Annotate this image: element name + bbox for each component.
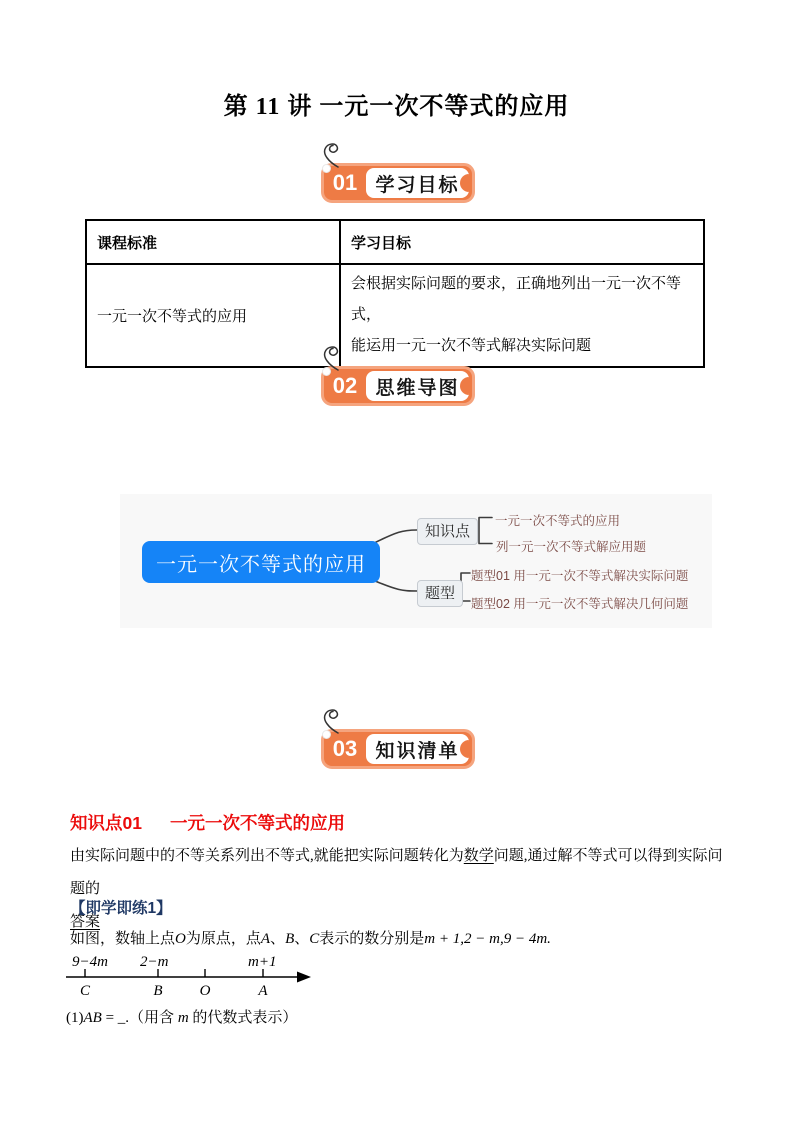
axis-arrowhead-icon [297, 972, 311, 983]
mindmap-root-node: 一元一次不等式的应用 [142, 541, 380, 583]
goal-line-1: 会根据实际问题的要求，正确地列出一元一次不等式， [351, 276, 682, 323]
badge-capsule [321, 366, 475, 406]
section-badge-01 [321, 163, 475, 203]
mindmap-panel [120, 494, 712, 628]
knowledge-paragraph [70, 840, 735, 939]
table-header-row [86, 220, 704, 264]
header-curriculum-standard: 课程标准 [86, 220, 340, 264]
problem-text: 表示的数分别是 [319, 931, 425, 947]
badge-label-box [366, 168, 469, 198]
badge-capsule [321, 163, 475, 203]
problem-text: 、 [270, 931, 286, 947]
math-var-m: m [177, 1010, 189, 1026]
badge-number: 01 [332, 170, 358, 195]
mindmap-branch-knowledge: 知识点 [417, 518, 478, 545]
problem-text: 、 [294, 931, 310, 947]
learning-goals-table [85, 219, 705, 368]
knowledge-point-number: 知识点01 [70, 813, 142, 833]
para-text: 由实际问题中的不等关系列出不等式,就能把实际问题转化为 [70, 848, 464, 864]
math-var-AB: AB [83, 1010, 102, 1026]
knowledge-point-title: 一元一次不等式的应用 [169, 813, 345, 833]
badge-notch [460, 174, 469, 192]
knowledge-point-heading [70, 810, 345, 835]
question-note: （用含 [129, 1010, 178, 1026]
para-text: 问题,通过解不等式可以得到实际问题的 [70, 848, 723, 897]
badge-label-box [366, 371, 469, 401]
mindmap-leaf: 题型02 用一元一次不等式解决几何问题 [471, 597, 689, 611]
badge-notch [460, 377, 469, 395]
math-var-B: B [285, 931, 295, 947]
section-badge-03 [321, 729, 475, 769]
question-number: (1) [66, 1010, 84, 1026]
badge-capsule [321, 729, 475, 769]
mindmap-leaf: 一元一次不等式的应用 [495, 514, 621, 528]
page-title: 第 11 讲 一元一次不等式的应用 [223, 94, 570, 120]
table-row [86, 264, 704, 367]
section-badge-02 [321, 366, 475, 406]
numberline-point-B: B [153, 983, 163, 999]
goal-line-2: 能运用一元一次不等式解决实际问题 [351, 338, 592, 354]
numberline-label-above-A: m+1 [248, 954, 277, 970]
badge-number: 02 [332, 373, 358, 398]
math-expression: m + 1,2 − m,9 − 4m. [424, 931, 551, 947]
numberline-point-C: C [79, 983, 91, 999]
practice-label: 【即学即练1】 [70, 900, 172, 917]
math-var-A: A [260, 931, 271, 947]
number-line-figure [64, 950, 316, 1004]
badge-label: 学习目标 [375, 174, 460, 196]
scribble-pin-icon [317, 706, 345, 734]
cell-goal [340, 264, 704, 367]
question-note: 的代数式表示） [188, 1010, 298, 1026]
para-underlined-term: 数学 [463, 848, 494, 864]
badge-label-box [366, 734, 469, 764]
badge-number: 03 [332, 736, 358, 761]
question-1 [66, 1006, 297, 1027]
math-var-C: C [309, 931, 320, 947]
answer-blank: _ [117, 1010, 126, 1026]
numberline-label-above-C: 9−4m [72, 954, 108, 970]
period: . [125, 1010, 130, 1026]
cell-standard: 一元一次不等式的应用 [86, 264, 340, 367]
para-underlined-term: 答案 [70, 914, 101, 930]
problem-text: 如图，数轴上点 [70, 931, 176, 947]
mindmap-branch-types: 题型 [417, 580, 463, 607]
equals-sign: = [101, 1010, 118, 1026]
numberline-point-O: O [199, 983, 211, 999]
header-learning-goal: 学习目标 [340, 220, 704, 264]
mindmap-leaf: 列一元一次不等式解应用题 [496, 540, 647, 554]
problem-text: 为原点，点 [185, 931, 261, 947]
math-var-O: O [175, 931, 186, 947]
mindmap-leaf: 题型01 用一元一次不等式解决实际问题 [471, 569, 689, 583]
badge-notch [460, 740, 469, 758]
badge-label: 思维导图 [375, 377, 460, 399]
badge-label: 知识清单 [375, 740, 460, 762]
numberline-label-above-B: 2−m [140, 954, 169, 970]
scribble-pin-icon [317, 140, 345, 168]
problem-statement [70, 927, 551, 948]
numberline-point-A: A [258, 983, 268, 999]
scribble-pin-icon [317, 343, 345, 371]
